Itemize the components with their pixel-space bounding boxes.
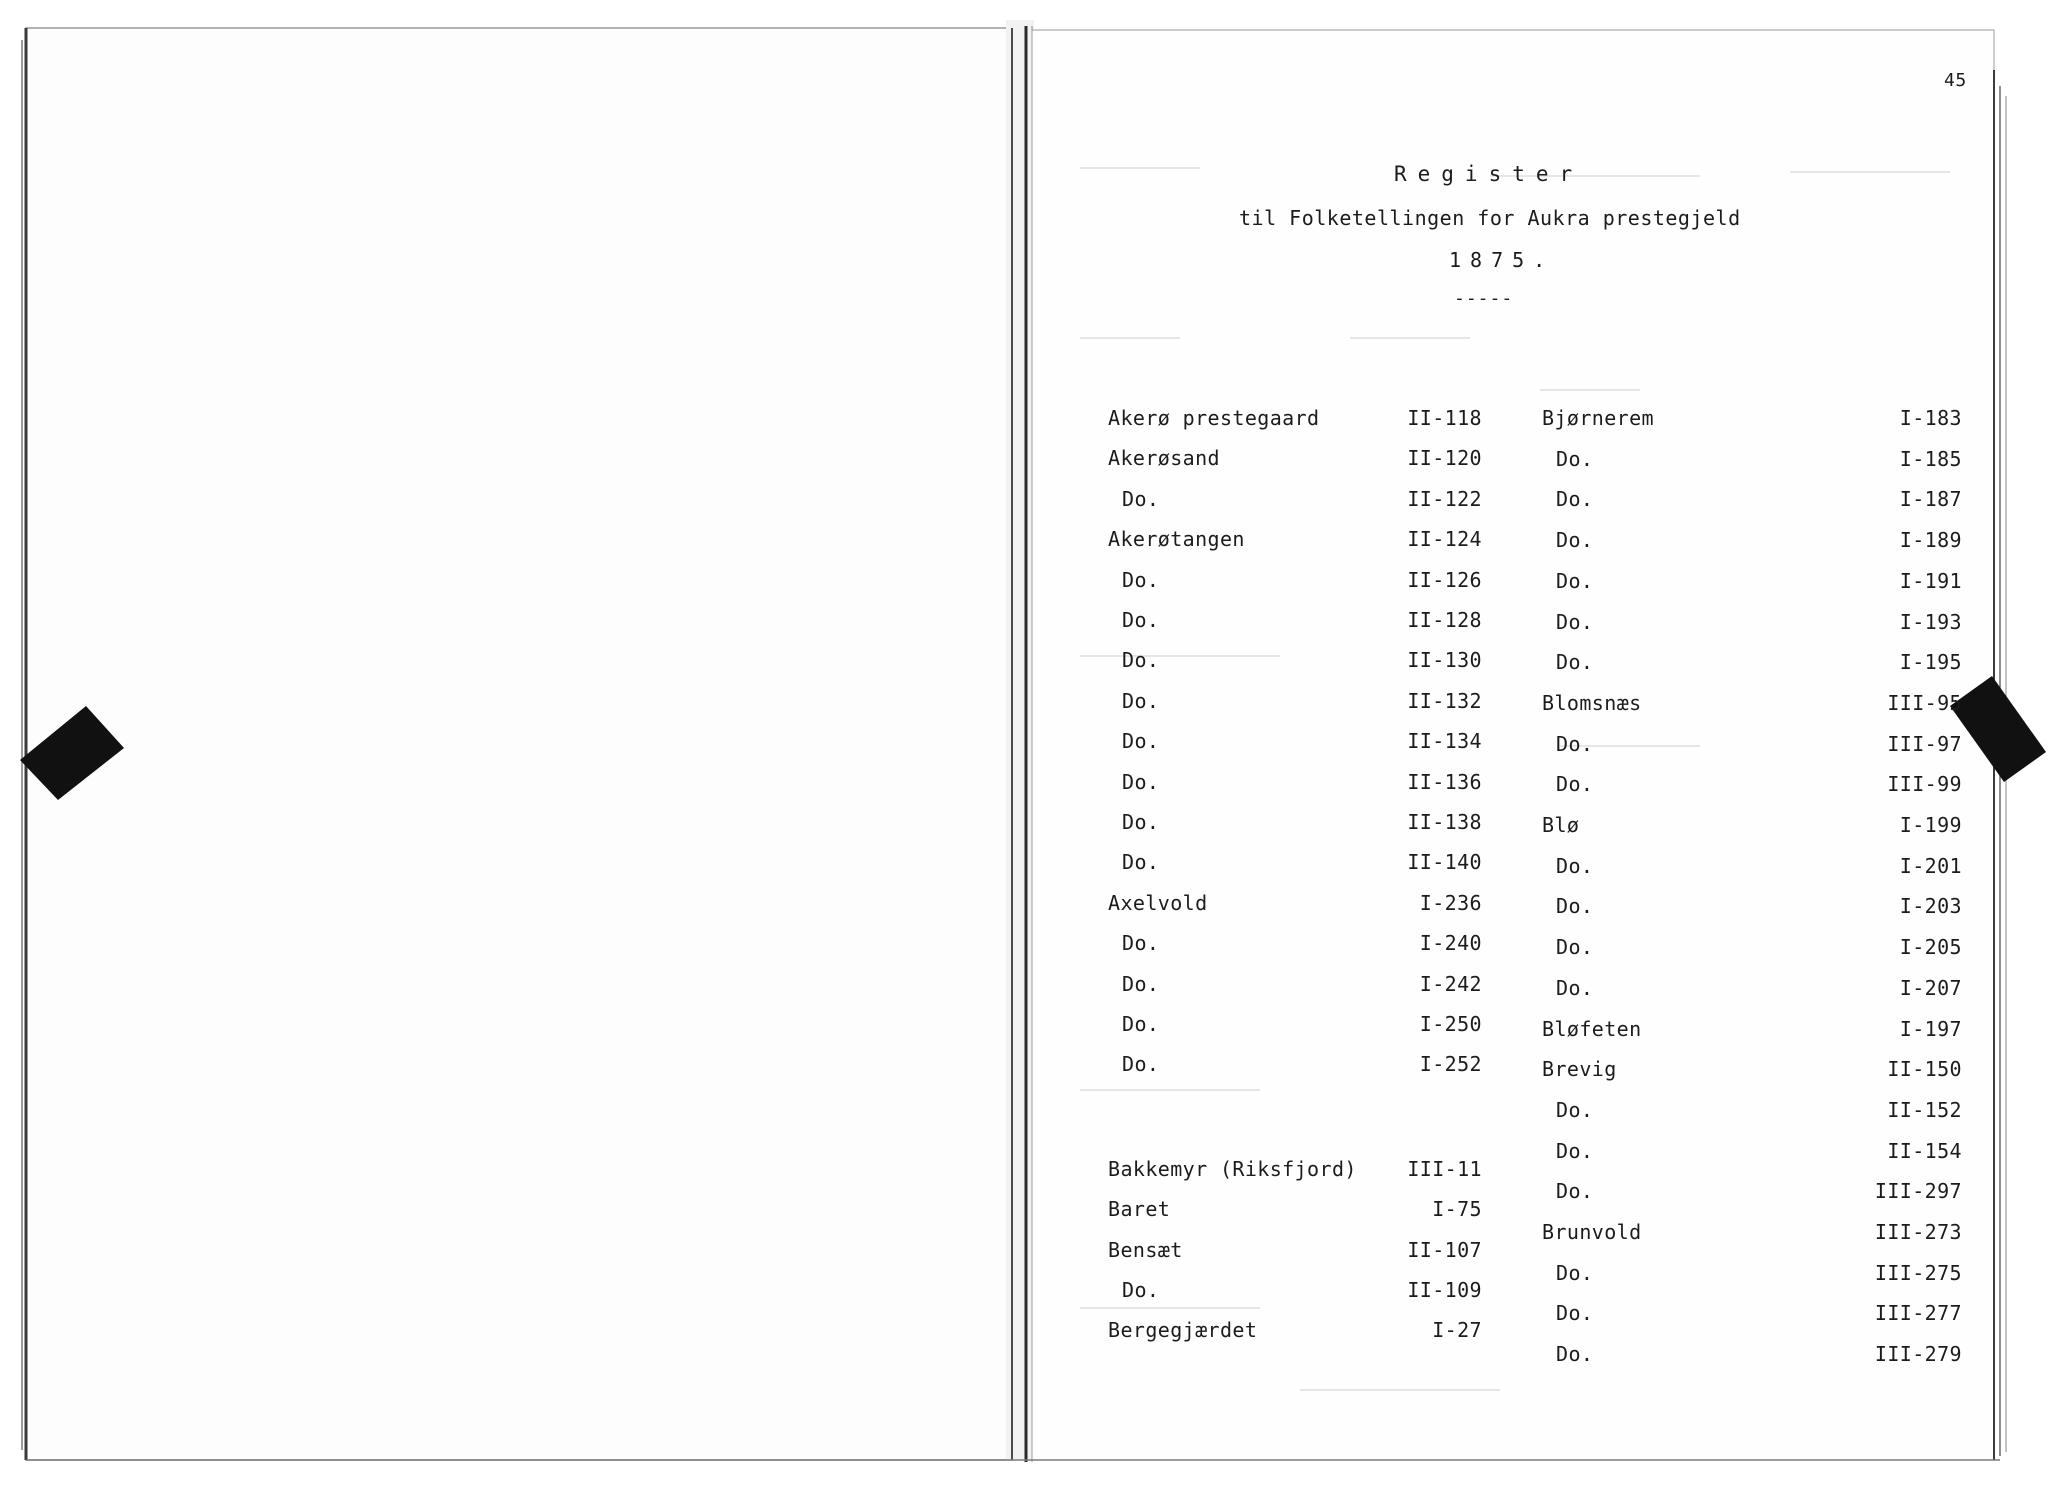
register-page: [1024, 0, 2024, 1485]
entry-place: Do.: [1122, 729, 1160, 754]
entry-place: Do.: [1122, 810, 1160, 834]
entry-ref: I-199: [1899, 813, 1962, 837]
entry-ref: I-187: [1899, 487, 1962, 512]
page-number: 45: [1944, 70, 1967, 91]
entry-place: Do.: [1556, 935, 1594, 960]
entry-place: Akerøsand: [1108, 446, 1220, 471]
entry-place: Akerø prestegaard: [1108, 406, 1320, 430]
entry-place: Do.: [1556, 894, 1594, 919]
entry-place: Brevig: [1542, 1057, 1617, 1082]
entry-ref: II-138: [1407, 810, 1482, 834]
entry-ref: I-191: [1899, 568, 1962, 593]
entry-place: Do.: [1556, 609, 1594, 634]
entry-place: Do.: [1122, 769, 1160, 794]
entry-ref: I-240: [1419, 931, 1482, 956]
entry-place: Bergegjærdet: [1108, 1318, 1258, 1343]
entry-ref: II-122: [1407, 486, 1482, 511]
entry-ref: II-134: [1407, 729, 1482, 754]
entry-place: Blø: [1542, 813, 1580, 837]
entry-ref: I-185: [1899, 446, 1962, 471]
entry-ref: II-130: [1407, 648, 1482, 673]
entry-ref: II-120: [1407, 446, 1482, 471]
entry-ref: I-27: [1432, 1318, 1482, 1343]
entry-place: Do.: [1556, 528, 1594, 553]
entry-ref: II-109: [1407, 1278, 1482, 1302]
entry-place: Baret: [1108, 1197, 1171, 1222]
entry-place: Bjørnerem: [1542, 406, 1654, 430]
entry-ref: III-277: [1874, 1301, 1962, 1326]
entry-place: Do.: [1556, 772, 1594, 797]
entry-ref: III-95: [1887, 690, 1962, 715]
entry-place: Do.: [1122, 486, 1160, 511]
title-rule: -----: [1454, 288, 1514, 309]
entry-ref: III-297: [1874, 1179, 1962, 1204]
entry-ref: III-279: [1874, 1342, 1962, 1367]
entry-ref: II-118: [1407, 406, 1482, 430]
entry-ref: I-203: [1899, 894, 1962, 919]
entry-place: Do.: [1556, 1260, 1594, 1285]
entry-place: Do.: [1122, 648, 1160, 673]
entry-ref: II-126: [1407, 567, 1482, 592]
entry-place: Do.: [1122, 1278, 1160, 1302]
entry-place: Do.: [1556, 1179, 1594, 1204]
entry-ref: I-201: [1899, 853, 1962, 878]
entry-ref: II-124: [1407, 527, 1482, 552]
entry-ref: III-273: [1874, 1220, 1962, 1244]
entry-place: Do.: [1122, 971, 1160, 996]
entry-ref: I-252: [1419, 1052, 1482, 1077]
entry-ref: I-197: [1899, 1016, 1962, 1041]
entry-place: Do.: [1556, 975, 1594, 1000]
entry-ref: I-242: [1419, 971, 1482, 996]
entry-ref: II-154: [1887, 1138, 1962, 1163]
entry-ref: I-75: [1432, 1197, 1482, 1222]
entry-ref: I-195: [1899, 650, 1962, 675]
page-subtitle: til Folketellingen for Aukra prestegjeld: [1239, 206, 1741, 230]
entry-ref: I-250: [1419, 1012, 1482, 1036]
entry-place: Do.: [1556, 1138, 1594, 1163]
entry-ref: I-205: [1899, 935, 1962, 960]
left-page: [26, 28, 1012, 1460]
entry-ref: II-150: [1887, 1057, 1962, 1082]
entry-ref: I-207: [1899, 975, 1962, 1000]
census-year: 1875.: [1449, 248, 1555, 272]
entry-place: Do.: [1122, 931, 1160, 956]
entry-ref: III-11: [1407, 1156, 1482, 1181]
entry-place: Do.: [1556, 1301, 1594, 1326]
entry-place: Bensæt: [1108, 1237, 1183, 1262]
entry-place: Akerøtangen: [1108, 527, 1245, 552]
entry-place: Do.: [1556, 731, 1594, 756]
entry-place: Do.: [1122, 850, 1160, 875]
entry-place: Brunvold: [1542, 1220, 1642, 1244]
entry-place: Do.: [1122, 688, 1160, 713]
entry-ref: II-107: [1407, 1237, 1482, 1262]
entry-place: Do.: [1556, 487, 1594, 512]
entry-ref: II-132: [1407, 688, 1482, 713]
entry-ref: II-136: [1407, 769, 1482, 794]
entry-place: Bløfeten: [1542, 1016, 1642, 1041]
entry-place: Do.: [1556, 568, 1594, 593]
entry-place: Do.: [1122, 567, 1160, 592]
entry-ref: II-152: [1887, 1097, 1962, 1122]
entry-place: Blomsnæs: [1542, 690, 1642, 715]
entry-ref: I-183: [1899, 406, 1962, 430]
entry-ref: III-275: [1874, 1260, 1962, 1285]
entry-ref: I-193: [1899, 609, 1962, 634]
entry-place: Do.: [1556, 650, 1594, 675]
entry-place: Axelvold: [1108, 890, 1208, 915]
entry-place: Do.: [1122, 1012, 1160, 1036]
entry-place: Do.: [1556, 853, 1594, 878]
entry-place: Do.: [1122, 608, 1160, 632]
entry-ref: III-99: [1887, 772, 1962, 797]
entry-ref: I-189: [1899, 528, 1962, 553]
entry-place: Bakkemyr (Riksfjord): [1108, 1156, 1357, 1181]
entry-ref: I-236: [1419, 890, 1482, 915]
entry-ref: III-97: [1887, 731, 1962, 756]
entry-place: Do.: [1556, 1342, 1594, 1367]
entry-ref: II-128: [1407, 608, 1482, 632]
entry-place: Do.: [1556, 1097, 1594, 1122]
page-title: Register: [1394, 162, 1584, 186]
entry-place: Do.: [1122, 1052, 1160, 1077]
entry-ref: II-140: [1407, 850, 1482, 875]
entry-place: Do.: [1556, 446, 1594, 471]
